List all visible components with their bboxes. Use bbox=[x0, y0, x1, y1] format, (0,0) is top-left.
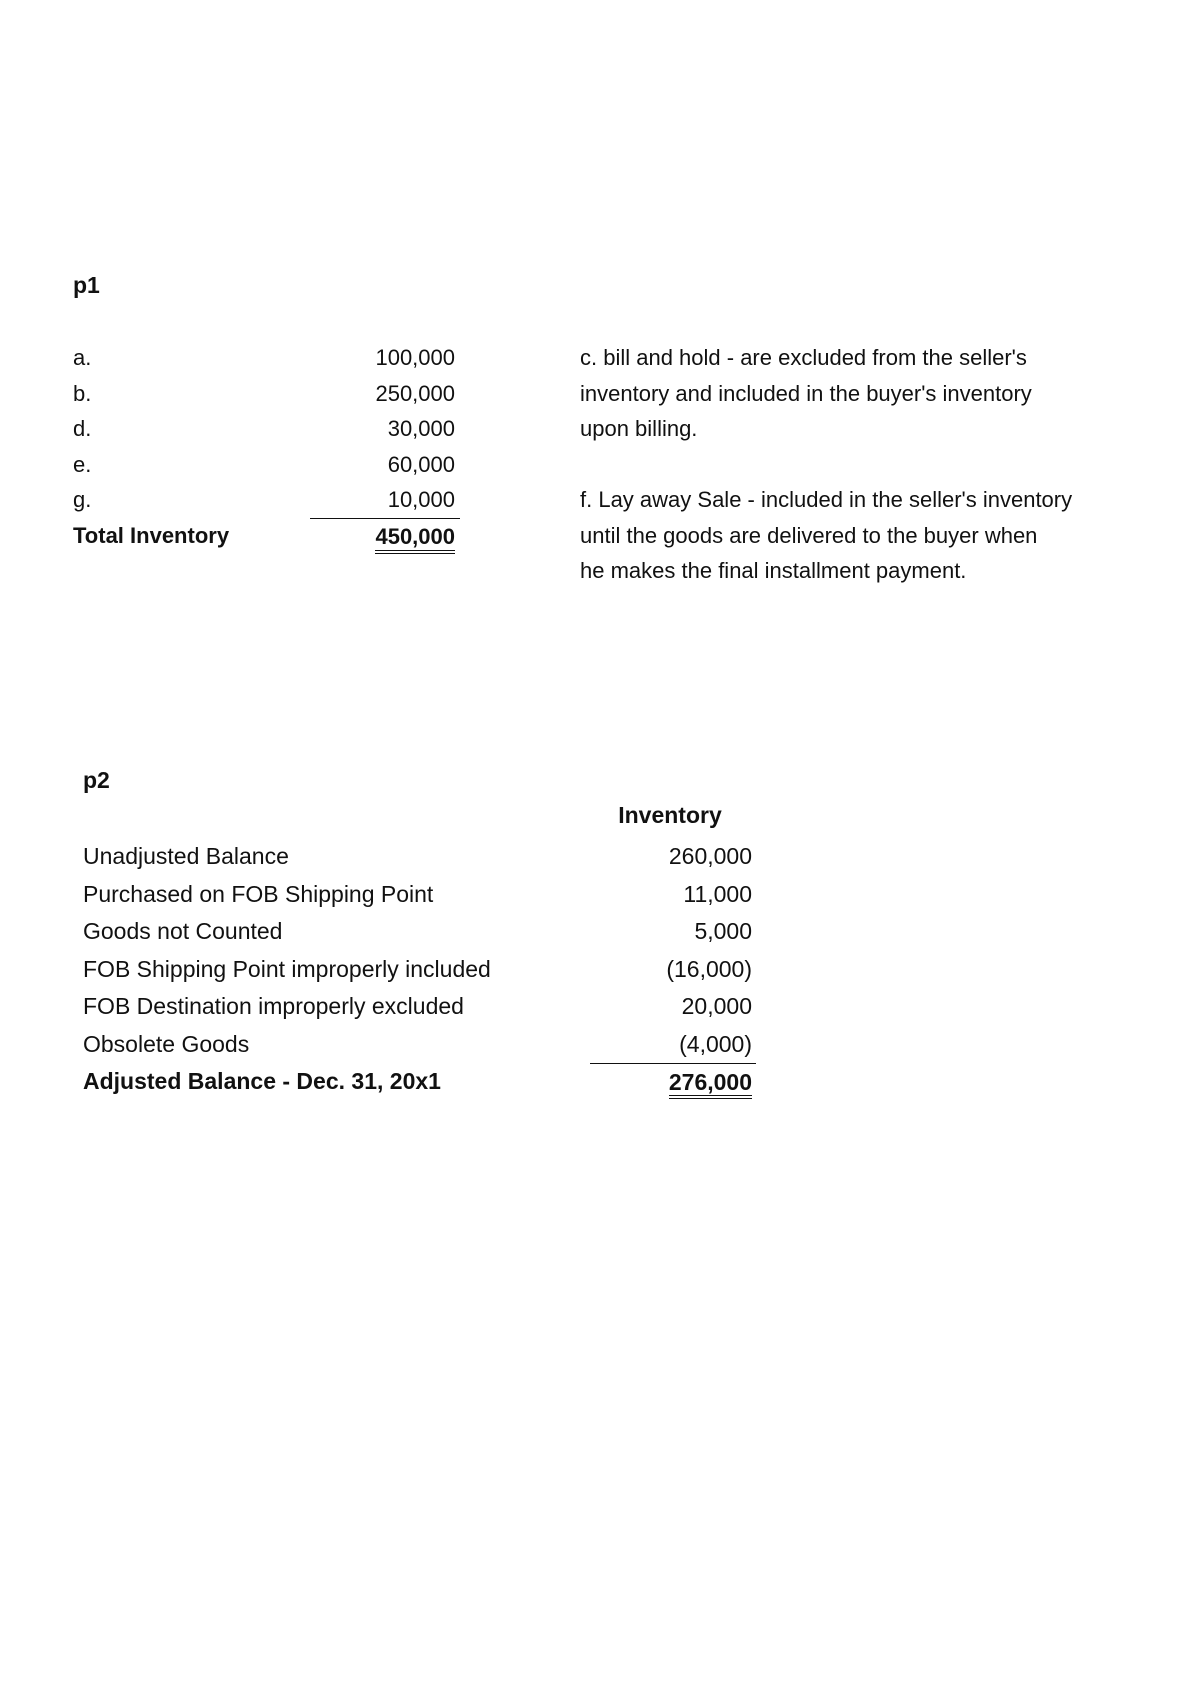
p2-row-label: FOB Shipping Point improperly included bbox=[83, 955, 491, 982]
p2-title: p2 bbox=[83, 767, 110, 793]
p2-row-label: Obsolete Goods bbox=[83, 1030, 250, 1057]
p2-total-value: 276,000 bbox=[669, 1069, 752, 1099]
p1-note-line: he makes the final installment payment. bbox=[580, 558, 967, 583]
p2-row-value: 260,000 bbox=[668, 843, 752, 869]
p1-note-line: c. bill and hold - are excluded from the seller's bbox=[580, 345, 1027, 370]
p1-notes bbox=[580, 340, 1140, 589]
p1-total-cell bbox=[310, 518, 460, 554]
p2-row-label: Purchased on FOB Shipping Point bbox=[83, 880, 434, 907]
p2-row-value: 11,000 bbox=[683, 880, 752, 907]
p2-row-value: 20,000 bbox=[681, 993, 752, 1019]
p2-row-label: FOB Destination improperly excluded bbox=[83, 993, 464, 1019]
p2-label-column bbox=[83, 838, 603, 1101]
p1-note-line: inventory and included in the buyer's inventory bbox=[580, 380, 1032, 406]
p2-value-column bbox=[590, 838, 756, 1101]
p2-row-value: 5,000 bbox=[694, 918, 752, 944]
p2-row-value: (4,000) bbox=[679, 1030, 752, 1057]
p1-total-value: 450,000 bbox=[375, 524, 455, 554]
p1-row-label-a: a. bbox=[73, 345, 92, 370]
p2-row-value: (16,000) bbox=[666, 955, 752, 982]
p1-row-value-e: 60,000 bbox=[387, 451, 455, 477]
p1-note-line bbox=[580, 447, 1140, 483]
p1-value-column bbox=[310, 340, 460, 553]
p1-label-column bbox=[73, 340, 313, 553]
p1-row-value-g: 10,000 bbox=[387, 487, 455, 512]
p1-row-value-b: 250,000 bbox=[375, 380, 455, 406]
p2-total-cell bbox=[590, 1063, 756, 1101]
p1-row-value-d: 30,000 bbox=[387, 416, 455, 441]
p1-note-line: upon billing. bbox=[580, 416, 698, 441]
p1-note-line: until the goods are delivered to the buyer when bbox=[580, 522, 1038, 548]
p1-row-label-e: e. bbox=[73, 451, 92, 477]
p1-row-label-d: d. bbox=[73, 416, 92, 441]
p1-row-label-b: b. bbox=[73, 380, 92, 406]
p2-column-header: Inventory bbox=[618, 802, 722, 828]
p1-note-line: f. Lay away Sale - included in the seller's inventory bbox=[580, 487, 1073, 512]
p2-row-label: Unadjusted Balance bbox=[83, 843, 289, 869]
p2-total-label: Adjusted Balance - Dec. 31, 20x1 bbox=[83, 1068, 441, 1094]
p1-total-label: Total Inventory bbox=[73, 522, 230, 548]
p1-row-value-a: 100,000 bbox=[375, 345, 455, 370]
p1-row-label-g: g. bbox=[73, 487, 92, 512]
p2-row-label: Goods not Counted bbox=[83, 918, 283, 944]
p1-title: p1 bbox=[73, 272, 100, 298]
